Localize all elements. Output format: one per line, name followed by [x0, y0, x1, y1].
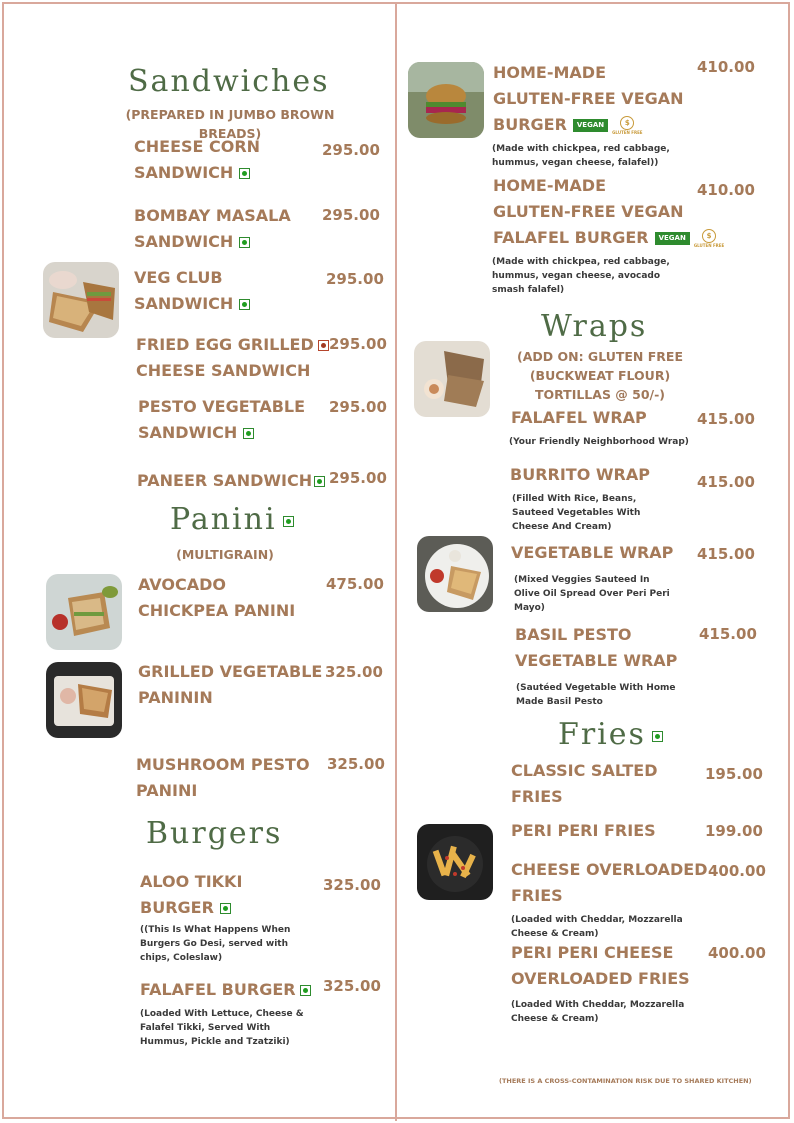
description-line: Cheese & Cream)	[511, 929, 599, 939]
description-line: chips, Coleslaw)	[140, 953, 223, 963]
item-name-line: GLUTEN-FREE VEGAN	[493, 89, 684, 108]
item-name-line: FALAFEL BURGER	[493, 228, 649, 247]
description-line: Made Basil Pesto	[516, 697, 603, 707]
item-name-line: SANDWICH	[134, 163, 234, 182]
veg-icon	[239, 299, 250, 310]
subtitle-line: (ADD ON: GLUTEN FREE	[517, 349, 683, 364]
subtitle-line: TORTILLAS @ 50/-)	[534, 387, 666, 402]
item-description	[140, 923, 290, 965]
item-name-line: CLASSIC SALTED	[511, 761, 658, 780]
vegan-burger-photo	[408, 62, 484, 138]
item-price: 195.00	[705, 765, 763, 783]
item-name-line: FRIES	[511, 787, 563, 806]
sandwiches-subtitle: (PREPARED IN JUMBO BROWN BREADS)	[125, 107, 335, 141]
item-description	[140, 1007, 304, 1049]
avocado-chickpea-panini-photo	[46, 574, 122, 650]
menu-item-bombay-masala-sandwich	[134, 203, 291, 255]
item-price: 325.00	[325, 663, 383, 681]
item-description	[516, 681, 675, 709]
veg-icon	[239, 237, 250, 248]
item-name-line: FRIES	[511, 886, 563, 905]
vegan-badge: VEGAN	[573, 119, 608, 132]
menu-item-gluten-free-vegan-falafel-burger	[493, 173, 724, 251]
item-price: 295.00	[322, 206, 380, 224]
description-line: Sauteed Vegetables With	[512, 508, 641, 518]
gluten-free-icon	[612, 116, 642, 135]
item-name-line: FRIED EGG GRILLED	[136, 335, 314, 354]
menu-item-grilled-vegetable-panini	[138, 659, 322, 711]
item-name-line: BASIL PESTO	[515, 625, 632, 644]
gf-symbol: $	[620, 116, 634, 130]
menu-item-classic-salted-fries	[511, 758, 658, 810]
item-name-line: VEG CLUB	[134, 268, 223, 287]
item-price: 295.00	[326, 270, 384, 288]
sandwiches-title: Sandwiches	[128, 64, 330, 99]
vegan-badge: VEGAN	[655, 232, 690, 245]
description-line: (Sautéed Vegetable With Home	[516, 683, 676, 693]
description-line: hummus, vegan cheese, avocado	[492, 271, 661, 281]
description-line: (Loaded With Lettuce, Cheese &	[140, 1009, 304, 1019]
item-name-line: OVERLOADED FRIES	[511, 969, 690, 988]
item-name-line: ALOO TIKKI	[140, 872, 243, 891]
menu-item-peri-peri-fries	[511, 818, 656, 844]
veg-icon	[283, 516, 294, 527]
menu-item-paneer-sandwich	[137, 468, 325, 494]
item-price: 295.00	[329, 398, 387, 416]
menu-item-peri-peri-cheese-overloaded-fries	[511, 940, 690, 992]
menu-item-pesto-vegetable-sandwich	[138, 394, 305, 446]
fries-title	[558, 717, 663, 752]
description-line: (Filled With Rice, Beans,	[512, 494, 637, 504]
item-name-line: FALAFEL WRAP	[511, 408, 647, 427]
item-price: 475.00	[326, 575, 384, 593]
item-name-line: BURRITO WRAP	[510, 465, 650, 484]
item-price: 400.00	[708, 862, 766, 880]
menu-item-cheese-corn-sandwich	[134, 134, 260, 186]
item-name-line: SANDWICH	[138, 423, 238, 442]
item-name-line: FALAFEL BURGER	[140, 980, 296, 999]
item-name-line: CHICKPEA PANINI	[138, 601, 296, 620]
description-line: Hummus, Pickle and Tzatziki)	[140, 1037, 290, 1047]
fries-title-text: Fries	[558, 717, 646, 752]
non-veg-icon	[318, 340, 329, 351]
item-price: 295.00	[329, 335, 387, 353]
description-line: Cheese And Cream)	[512, 522, 612, 532]
peri-peri-fries-photo	[417, 824, 493, 900]
description-line: hummus, vegan cheese, falafel))	[492, 158, 659, 168]
item-price: 410.00	[697, 58, 755, 76]
item-name-line: PANININ	[138, 688, 213, 707]
item-price: 415.00	[697, 410, 755, 428]
item-description	[492, 255, 670, 297]
description-line: (Made with chickpea, red cabbage,	[492, 257, 670, 267]
subtitle-line: (BUCKWEAT FLOUR)	[529, 368, 671, 383]
item-name-line: HOME-MADE	[493, 63, 606, 82]
item-price: 415.00	[697, 473, 755, 491]
grilled-vegetable-panini-photo	[46, 662, 122, 738]
item-description	[509, 435, 689, 449]
item-name-line: VEGETABLE WRAP	[515, 651, 678, 670]
panini-title	[170, 502, 294, 537]
item-price: 400.00	[708, 944, 766, 962]
burgers-title: Burgers	[146, 816, 283, 851]
item-name-line: PANEER SANDWICH	[137, 471, 313, 490]
description-line: (Your Friendly Neighborhood Wrap)	[509, 437, 689, 447]
item-price: 199.00	[705, 822, 763, 840]
item-price: 415.00	[697, 545, 755, 563]
description-line: ((This Is What Happens When	[140, 925, 291, 935]
item-name-line: GLUTEN-FREE VEGAN	[493, 202, 684, 221]
description-line: (Loaded With Cheddar, Mozzarella	[511, 1000, 685, 1010]
veg-icon	[243, 428, 254, 439]
description-line: (Loaded with Cheddar, Mozzarella	[511, 915, 683, 925]
menu-item-vegetable-wrap	[511, 540, 673, 566]
description-line: Olive Oil Spread Over Peri Peri	[514, 589, 670, 599]
menu-item-gluten-free-vegan-burger	[493, 60, 684, 138]
item-name-line: BOMBAY MASALA	[134, 206, 291, 225]
gluten-free-icon	[694, 229, 724, 248]
wraps-subtitle	[500, 347, 700, 404]
column-divider	[395, 2, 397, 1121]
description-line: (Mixed Veggies Sauteed In	[514, 575, 650, 585]
item-name-line: BURGER	[493, 115, 567, 134]
item-name-line: BURGER	[140, 898, 214, 917]
description-line: (Made with chickpea, red cabbage,	[492, 144, 670, 154]
veg-icon	[300, 985, 311, 996]
veg-club-sandwich-photo	[43, 262, 119, 338]
falafel-wrap-photo	[414, 341, 490, 417]
item-price: 295.00	[329, 469, 387, 487]
veg-icon	[220, 903, 231, 914]
item-name-line: SANDWICH	[134, 232, 234, 251]
gf-symbol: $	[702, 229, 716, 243]
menu-item-burrito-wrap	[510, 462, 650, 488]
panini-title-text: Panini	[170, 502, 277, 537]
description-line: Falafel Tikki, Served With	[140, 1023, 271, 1033]
item-description	[512, 492, 640, 534]
item-name-line: PESTO VEGETABLE	[138, 397, 306, 416]
menu-item-basil-pesto-vegetable-wrap	[515, 622, 677, 674]
item-description	[492, 142, 670, 170]
description-line: Mayo)	[514, 603, 545, 613]
wraps-title: Wraps	[541, 309, 648, 344]
veg-icon	[239, 168, 250, 179]
item-name-line: SANDWICH	[134, 294, 234, 313]
veg-icon	[314, 476, 325, 487]
item-name-line: PERI PERI FRIES	[511, 821, 656, 840]
item-price: 325.00	[327, 755, 385, 773]
vegetable-wrap-photo	[417, 536, 493, 612]
item-name-line: CHEESE SANDWICH	[136, 361, 311, 380]
item-price: 325.00	[323, 977, 381, 995]
item-description	[514, 573, 670, 615]
item-name-line: CHEESE OVERLOADED	[511, 860, 708, 879]
menu-item-veg-club-sandwich	[134, 265, 250, 317]
item-name-line: GRILLED VEGETABLE	[138, 662, 323, 681]
veg-icon	[652, 731, 663, 742]
menu-item-falafel-burger	[140, 977, 311, 1003]
item-name-line: HOME-MADE	[493, 176, 606, 195]
gf-label: GLUTEN FREE	[612, 130, 643, 135]
description-line: smash falafel)	[492, 285, 565, 295]
item-name-line: VEGETABLE WRAP	[511, 543, 674, 562]
description-line: Burgers Go Desi, served with	[140, 939, 289, 949]
item-price: 415.00	[699, 625, 757, 643]
menu-item-fried-egg-grilled-cheese-sandwich	[136, 332, 329, 384]
item-name-line: AVOCADO	[138, 575, 227, 594]
item-name-line: MUSHROOM PESTO	[136, 755, 310, 774]
menu-item-mushroom-pesto-panini	[136, 752, 310, 804]
menu-item-falafel-wrap	[511, 405, 647, 431]
item-description	[511, 913, 683, 941]
cross-contamination-note: (THERE IS A CROSS-CONTAMINATION RISK DUE TO SHARED KITCHEN)	[499, 1077, 752, 1085]
item-price: 325.00	[323, 876, 381, 894]
menu-item-cheese-overloaded-fries	[511, 857, 708, 909]
description-line: Cheese & Cream)	[511, 1014, 599, 1024]
item-name-line: PANINI	[136, 781, 198, 800]
item-price: 410.00	[697, 181, 755, 199]
panini-subtitle: (MULTIGRAIN)	[176, 547, 274, 562]
item-name-line: PERI PERI CHEESE	[511, 943, 674, 962]
menu-item-avocado-chickpea-panini	[138, 572, 295, 624]
item-name-line: CHEESE CORN	[134, 137, 261, 156]
gf-label: GLUTEN FREE	[693, 243, 725, 248]
menu-item-aloo-tikki-burger	[140, 869, 242, 921]
item-price: 295.00	[322, 141, 380, 159]
item-description	[511, 998, 684, 1026]
